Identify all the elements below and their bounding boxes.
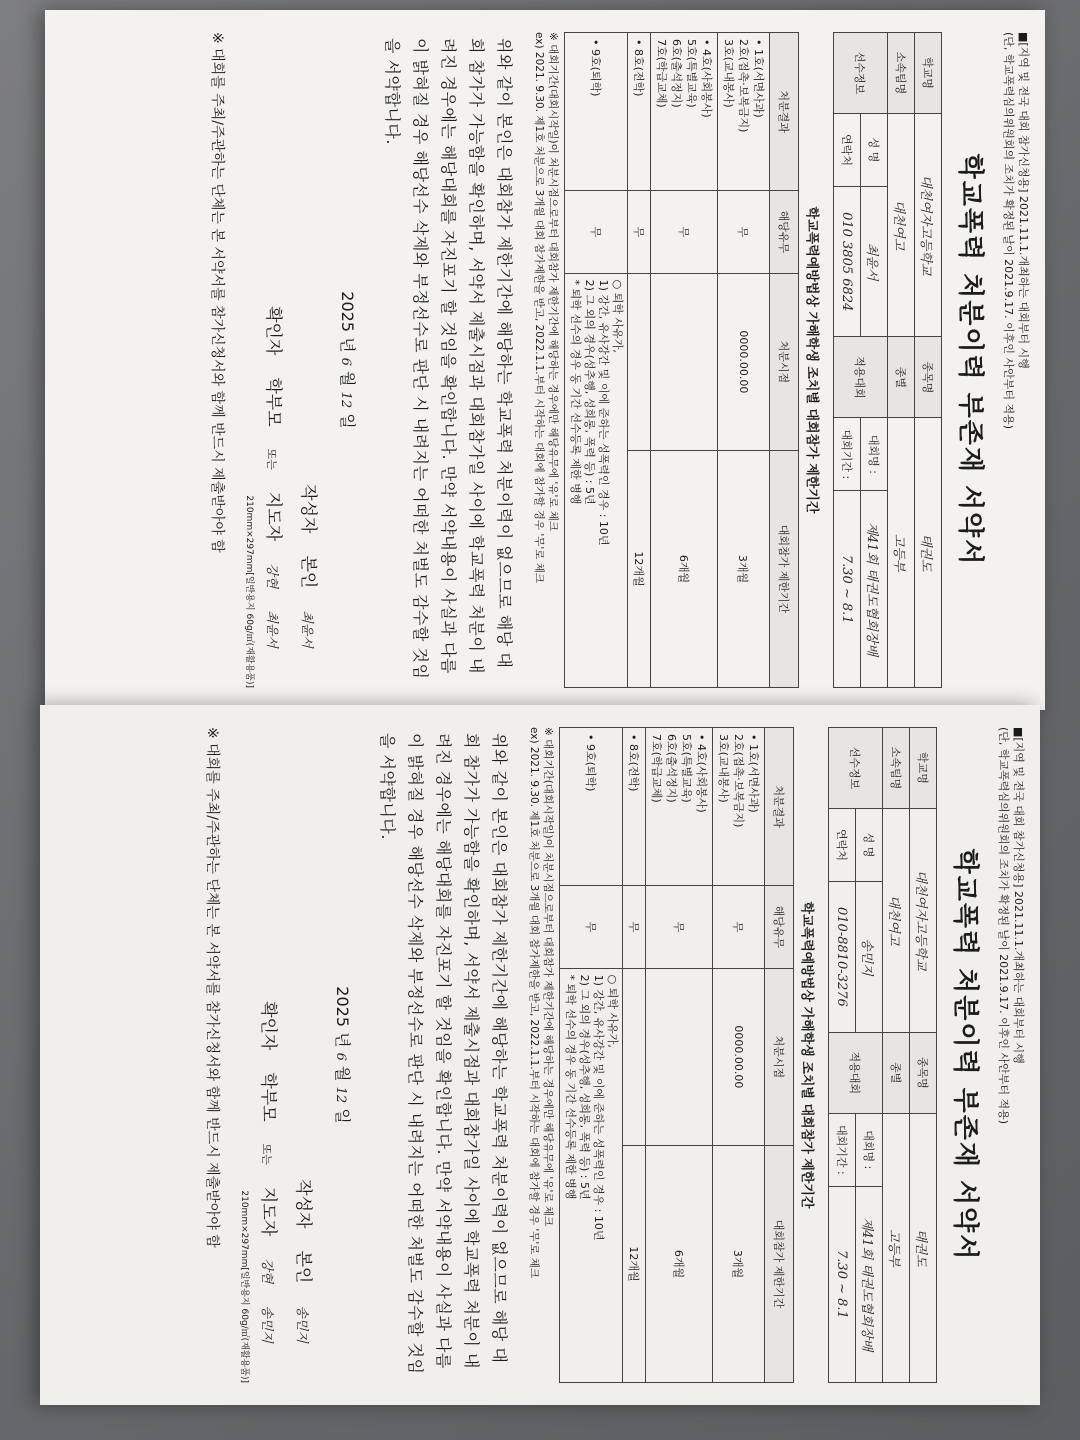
parent-label: 학부모	[263, 377, 283, 427]
school-label: 학교명	[915, 33, 942, 114]
row-result: • 8호(전학)	[623, 728, 646, 886]
name-label: 성 명	[861, 114, 888, 187]
parent-signature: 송민지	[259, 1305, 274, 1343]
header-line-2: (단, 학교폭력심의위원회의 조치가 확정된 날이 2021.9.17. 이후인 사안부터 적용)	[1002, 32, 1015, 430]
paper-size: 210mm×297mm[일반용지 60g/㎡(재활용품)]	[244, 495, 254, 688]
name-label: 성 명	[856, 809, 883, 882]
expel-note: ○ 퇴학 사유가, 1) 강간, 유사강간 및 이에 준하는 성폭력인 경우 : 10년 2) 그 외의 경우(성추행, 성희롱, 폭력 등) : 5년 * 퇴학 선수의 경우 동 기간 선수등록 제한 병행	[560, 968, 623, 1382]
team-label: 소속팀명	[883, 728, 910, 809]
col-result: 처분결과	[765, 728, 794, 886]
date-year-unit: 년	[333, 1032, 352, 1048]
header-line-1: ■[지역 및 전국 대회 참가신청용] 2021.11.1.개최하는 대회부터 시행	[1012, 727, 1025, 1064]
event-label: 종목명	[915, 337, 942, 418]
signature-block	[258, 727, 318, 1383]
col-date: 처분시점	[770, 273, 799, 450]
submission-note: ※ 대회를 주최/주관하는 단체는 본 서약서를 참가신청서와 함께 반드시 제출받아야 함	[204, 727, 220, 1248]
contact-value: 010-8810-3276	[829, 882, 856, 1033]
paper-size: 210mm×297mm[일반용지 60g/㎡(재활용품)]	[239, 1190, 249, 1383]
pledge-statement: 위와 같이 본인은 대회참가 제한기간에 해당하는 학교폭력 처분이력이 없으므로 해당 대회 참가가 가능함을 확인하며, 서약서 제출시점과 대회참가일 사이에 학교폭력 처분이 내려진 경우에는 해당대회를 자진포기 할 것임을 확인합니다. 만약 서약내용이 사실과 다름이 밝혀질 경우 해당선수 삭제와 부정선수로 판단 시 내려지는 어떠한 처벌도 감수할 것임을 서약합니다.	[383, 38, 514, 680]
col-limit: 대회참가 제한기간	[765, 1146, 794, 1383]
row-has[interactable]: 무	[623, 886, 646, 968]
document-title: 학교폭력 처분이력 부존재 서약서	[950, 848, 980, 1262]
date-month-unit: 월	[333, 1066, 352, 1082]
contact-value: 010 3805 6824	[834, 187, 861, 337]
team-label: 소속팀명	[888, 33, 915, 114]
pledge-sheet-top	[45, 10, 1045, 710]
header-line-2: (단, 학교폭력심의위원회의 조치가 확정된 날이 2021.9.17. 이후인 사안부터 적용)	[997, 727, 1010, 1125]
date-day: 12	[333, 1086, 348, 1104]
player-info-table	[833, 32, 942, 688]
table-row	[623, 728, 646, 1383]
comp-name-label: 대회명 :	[861, 418, 888, 491]
confirmer-row	[263, 32, 288, 688]
school-label: 학교명	[910, 728, 937, 809]
row-limit: 6개월	[651, 451, 718, 688]
comp-name-value: 제41회 태권도협회장배	[856, 1186, 883, 1382]
date-month-unit: 월	[338, 371, 357, 387]
table-row	[713, 728, 765, 1383]
header-line-1: ■[지역 및 전국 대회 참가신청용] 2021.11.1.개최하는 대회부터 시행	[1017, 32, 1030, 369]
row-has[interactable]: 무	[713, 886, 765, 968]
col-has: 해당유무	[765, 886, 794, 968]
comp-name-label: 대회명 :	[856, 1113, 883, 1186]
row-has[interactable]: 무	[628, 191, 651, 273]
coach-signature: 강현	[259, 1258, 274, 1284]
col-result: 처분결과	[770, 33, 799, 191]
team-value: 대천여고	[888, 114, 915, 337]
row-limit: 6개월	[646, 1146, 713, 1383]
section-title: 학교폭력예방법상 가해학생 조치별 대회참가 제한기간	[799, 901, 814, 1209]
date-day-unit: 일	[333, 1108, 352, 1124]
or-label: 또는	[265, 448, 278, 470]
parent-signature: 최윤서	[264, 610, 279, 648]
date-day: 12	[338, 391, 353, 409]
event-label: 종목명	[910, 1032, 937, 1113]
player-info-label: 선수정보	[829, 728, 883, 809]
coach-signature: 강현	[264, 563, 279, 589]
contact-label: 연락처	[829, 809, 856, 882]
category-label: 종별	[888, 337, 915, 418]
coach-label: 지도자	[263, 491, 283, 542]
event-value: 태권도	[915, 418, 942, 688]
table-row	[718, 33, 770, 688]
signature-block	[263, 32, 323, 688]
confirmer-label: 확인자	[258, 1001, 278, 1051]
row-date	[628, 273, 651, 450]
table-row	[565, 33, 628, 688]
row-result: • 4호(사회봉사) 5호(특별교육) 6호(출석정지) 7호(학급교체)	[651, 33, 718, 191]
self-label: 본인	[293, 1250, 313, 1284]
coach-label: 지도자	[258, 1186, 278, 1237]
writer-label: 작성자	[298, 484, 318, 534]
player-info-label: 선수정보	[834, 33, 888, 114]
row-date	[623, 968, 646, 1145]
row-result: • 1호(서면사과) 2호(접촉·보복금지) 3호(교내봉사)	[713, 728, 765, 886]
row-has[interactable]: 무	[560, 886, 623, 968]
comp-period-label: 대회기간 :	[834, 418, 861, 491]
date-day-unit: 일	[338, 413, 357, 429]
table-footnote: ※ 대회기간(대회시작일)이 처분시점으로부터 대회참가 제한기간에 해당하는 경우에만 해당유무에 '유'로 체크 ex) 2021. 9.30. 제1호 처분으로 3개월 대회 참가제한을 받고, 2022.1.1.부터 시작하는 대회에 참가할 경우 '무'로 체크	[533, 32, 559, 583]
parent-label: 학부모	[258, 1072, 278, 1122]
date-month: 6	[338, 357, 353, 366]
category-value: 고등부	[888, 418, 915, 688]
player-info-table	[828, 727, 937, 1383]
category-value: 고등부	[883, 1113, 910, 1382]
submission-note: ※ 대회를 주최/주관하는 단체는 본 서약서를 참가신청서와 함께 반드시 제출받아야 함	[209, 32, 225, 553]
date-year: 2025	[338, 291, 357, 332]
sheet-content	[55, 32, 1031, 688]
row-limit: 12개월	[628, 451, 651, 688]
row-result: • 9호(퇴학)	[560, 728, 623, 886]
sanction-table	[559, 727, 794, 1383]
writer-label: 작성자	[293, 1179, 313, 1229]
writer-signature: 송민지	[294, 1305, 309, 1343]
writer-row	[298, 32, 323, 688]
comp-period-label: 대회기간 :	[829, 1113, 856, 1186]
event-value: 태권도	[910, 1113, 937, 1382]
table-row	[646, 728, 713, 1383]
col-date: 처분시점	[765, 968, 794, 1145]
header-notice	[996, 727, 1026, 1383]
sign-date	[332, 727, 355, 1383]
document-title: 학교폭력 처분이력 부존재 서약서	[955, 153, 985, 567]
sanction-table	[564, 32, 799, 688]
name-value: 최윤서	[861, 187, 888, 337]
competition-label: 적용대회	[834, 337, 888, 418]
table-row	[651, 33, 718, 688]
row-date	[646, 968, 713, 1145]
pledge-sheet-bottom	[40, 705, 1040, 1405]
team-value: 대천여고	[883, 809, 910, 1033]
or-label: 또는	[260, 1143, 273, 1165]
name-value: 송민지	[856, 882, 883, 1033]
category-label: 종별	[883, 1032, 910, 1113]
col-limit: 대회참가 제한기간	[770, 451, 799, 688]
row-has[interactable]: 무	[718, 191, 770, 273]
school-value: 대천여자고등학교	[915, 114, 942, 337]
row-result: • 8호(전학)	[628, 33, 651, 191]
table-row	[560, 728, 623, 1383]
row-date: 0000.00.00	[718, 273, 770, 450]
expel-note: ○ 퇴학 사유가, 1) 강간, 유사강간 및 이에 준하는 성폭력인 경우 : 10년 2) 그 외의 경우(성추행, 성희롱, 폭력 등) : 5년 * 퇴학 선수의 경우 동 기간 선수등록 제한 병행	[565, 273, 628, 687]
row-result: • 1호(서면사과) 2호(접촉·보복금지) 3호(교내봉사)	[718, 33, 770, 191]
col-has: 해당유무	[770, 191, 799, 273]
table-footnote: ※ 대회기간(대회시작일)이 처분시점으로부터 대회참가 제한기간에 해당하는 경우에만 해당유무에 '유'로 체크 ex) 2021. 9.30. 제1호 처분으로 3개월 대회 참가제한을 받고, 2022.1.1.부터 시작하는 대회에 참가할 경우 '무'로 체크	[528, 727, 554, 1278]
row-result: • 9호(퇴학)	[565, 33, 628, 191]
date-month: 6	[333, 1052, 348, 1061]
school-value: 대천여자고등학교	[910, 809, 937, 1033]
date-year-unit: 년	[338, 337, 357, 353]
row-limit: 12개월	[623, 1146, 646, 1383]
confirmer-row	[258, 727, 283, 1383]
row-limit: 3개월	[713, 1146, 765, 1383]
comp-period-value: 7.30 ~ 8.1	[829, 1186, 856, 1382]
section-title: 학교폭력예방법상 가해학생 조치별 대회참가 제한기간	[804, 206, 819, 514]
competition-label: 적용대회	[829, 1032, 883, 1113]
row-date: 0000.00.00	[713, 968, 765, 1145]
confirmer-label: 확인자	[263, 306, 283, 356]
row-date	[651, 273, 718, 450]
header-notice	[1001, 32, 1031, 688]
row-limit: 3개월	[718, 451, 770, 688]
date-year: 2025	[333, 986, 352, 1027]
row-has[interactable]: 무	[565, 191, 628, 273]
writer-row	[293, 727, 318, 1383]
table-row	[628, 33, 651, 688]
contact-label: 연락처	[834, 114, 861, 187]
row-result: • 4호(사회봉사) 5호(특별교육) 6호(출석정지) 7호(학급교체)	[646, 728, 713, 886]
sign-date	[337, 32, 360, 688]
comp-period-value: 7.30 ~ 8.1	[834, 491, 861, 688]
self-label: 본인	[298, 555, 318, 589]
writer-signature: 최윤서	[299, 610, 314, 648]
row-has[interactable]: 무	[651, 191, 718, 273]
comp-name-value: 제41회 태권도협회장배	[861, 491, 888, 688]
sheet-content	[50, 727, 1026, 1383]
row-has[interactable]: 무	[646, 886, 713, 968]
pledge-statement: 위와 같이 본인은 대회참가 제한기간에 해당하는 학교폭력 처분이력이 없으므로 해당 대회 참가가 가능함을 확인하며, 서약서 제출시점과 대회참가일 사이에 학교폭력 처분이 내려진 경우에는 해당대회를 자진포기 할 것임을 확인합니다. 만약 서약내용이 사실과 다름이 밝혀질 경우 해당선수 삭제와 부정선수로 판단 시 내려지는 어떠한 처벌도 감수할 것임을 서약합니다.	[378, 733, 509, 1375]
